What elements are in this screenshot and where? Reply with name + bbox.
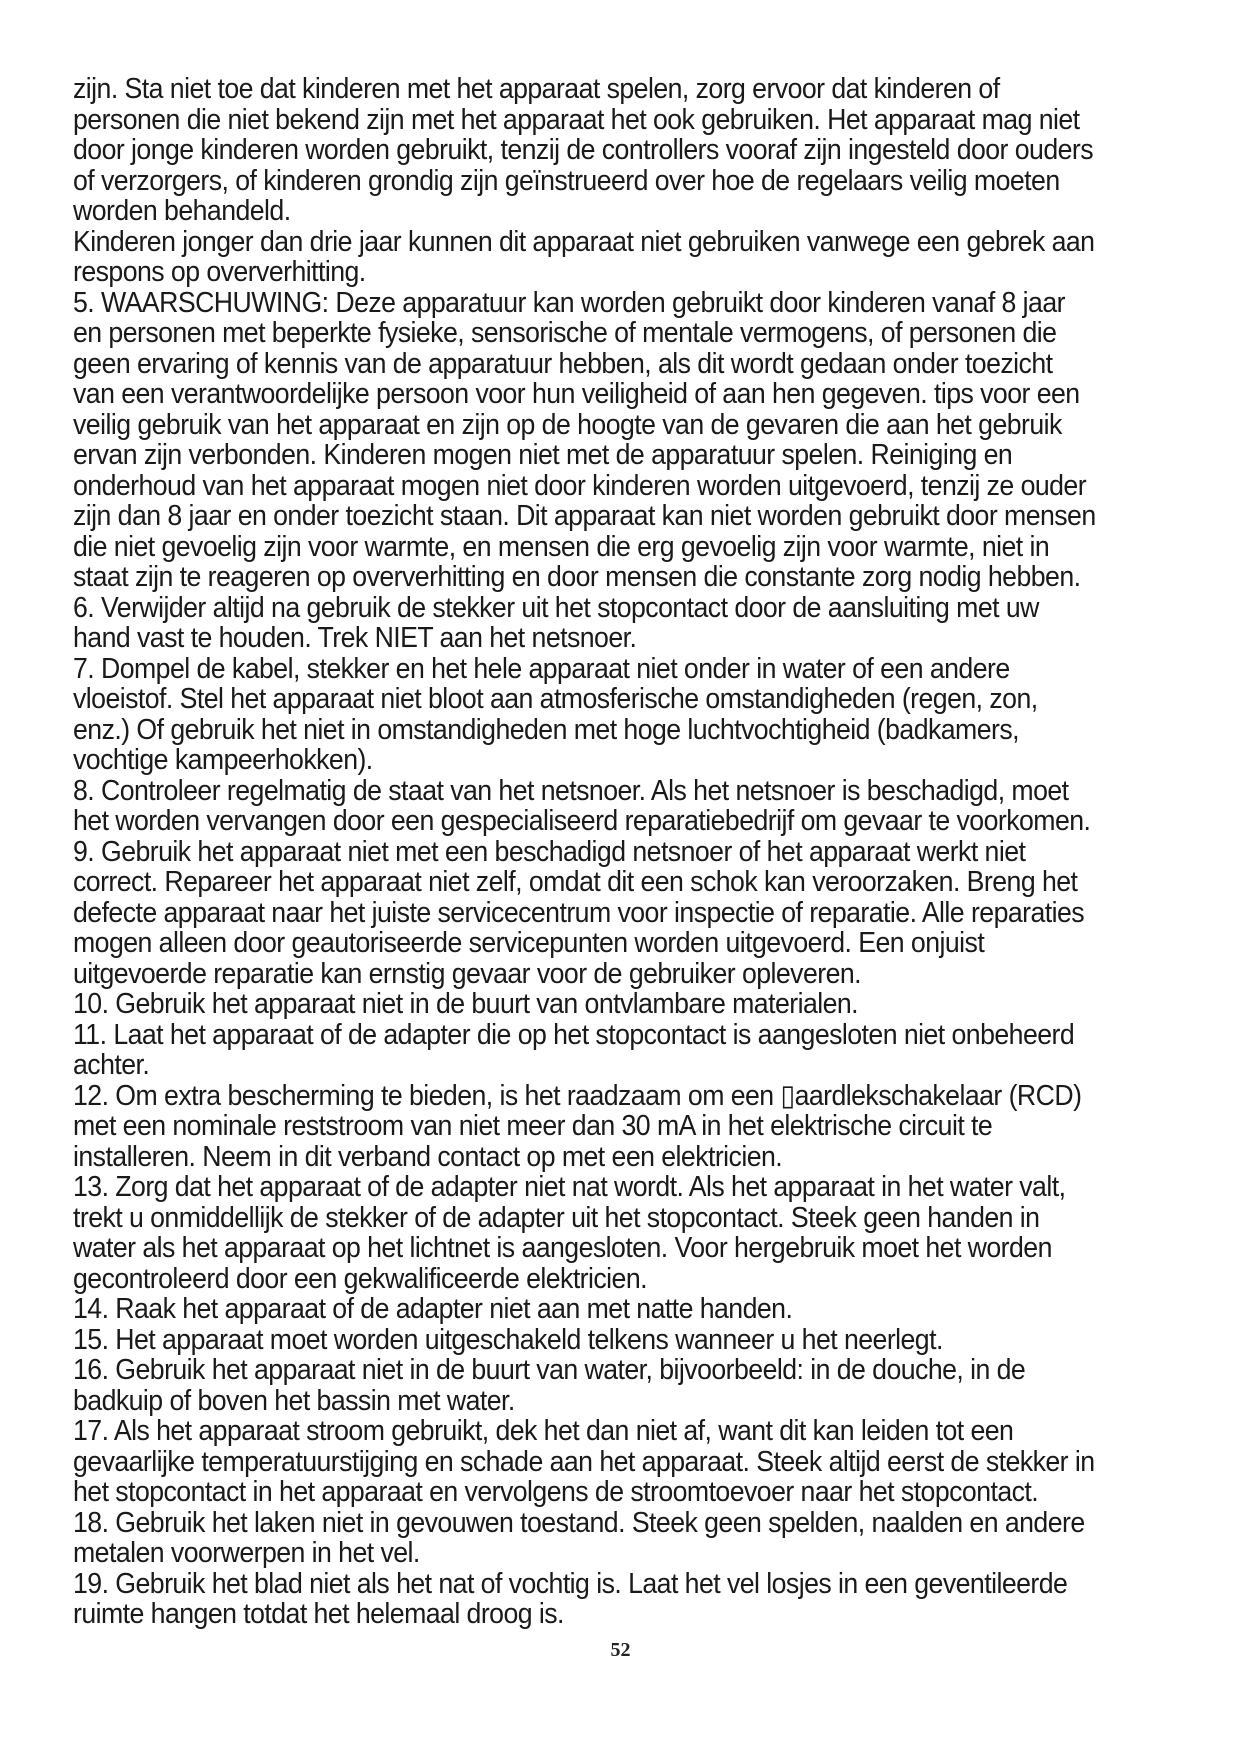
paragraph-item-9: 9. Gebruik het apparaat niet met een beschadigd netsnoer of het apparaat werkt niet correct. Repareer het apparaat niet zelf, omdat dit een schok kan veroorzaken. Breng het defecte apparaat naar het juiste servicecentrum voor inspectie of reparatie. Alle reparaties mogen alleen door geautoriseerde servicepunten worden uitgevoerd. Een onjuist uitgevoerde reparatie kan ernstig gevaar voor de gebruiker opleveren. — [73, 835, 1085, 990]
paragraph-item-14: 14. Raak het apparaat of de adapter niet aan met natte handen. — [73, 1293, 793, 1325]
paragraph-item-7: 7. Dompel de kabel, stekker en het hele apparaat niet onder in water of een andere vloeistof. Stel het apparaat niet bloot aan atmosferische omstandigheden (regen, zon, enz.) Of gebruik het niet in omstandigheden met hoge luchtvochtigheid (badkamers, vochtige kampeerhokken). — [73, 652, 1038, 776]
paragraph-item-8: 8. Controleer regelmatig de staat van het netsnoer. Als het netsnoer is beschadigd, moet het worden vervangen door een gespecialiseerd reparatiebedrijf om gevaar te voorkomen. — [73, 774, 1091, 837]
paragraph-item-15: 15. Het apparaat moet worden uitgeschakeld telkens wanneer u het neerlegt. — [73, 1323, 943, 1356]
document-body — [73, 74, 1099, 1630]
paragraph-item-11: 11. Laat het apparaat of de adapter die op het stopcontact is aangesloten niet onbeheerd achter. — [73, 1018, 1075, 1081]
paragraph-intro-continuation: zijn. Sta niet toe dat kinderen met het apparaat spelen, zorg ervoor dat kinderen of personen die niet bekend zijn met het apparaat het ook gebruiken. Het apparaat mag niet door jonge kinderen worden gebruikt, tenzij de controllers vooraf zijn ingesteld door ouders of verzorgers, of kinderen grondig zijn geïnstrueerd over hoe de regelaars veilig moeten worden behandeld. — [73, 73, 1094, 227]
paragraph-item-12: 12. Om extra bescherming te bieden, is het raadzaam om een ▯aardlekschakelaar (RCD) met een nominale reststroom van niet meer dan 30 mA in het elektrische circuit te installeren. Neem in dit verband contact op met een elektricien. — [73, 1079, 1082, 1173]
paragraph-item-6: 6. Verwijder altijd na gebruik de stekker uit het stopcontact door de aansluiting met uw hand vast te houden. Trek NIET aan het netsnoer. — [73, 591, 1039, 654]
paragraph-children-under-three: Kinderen jonger dan drie jaar kunnen dit apparaat niet gebruiken vanwege een gebrek aan respons op oververhitting. — [73, 225, 1095, 288]
paragraph-item-13: 13. Zorg dat het apparaat of de adapter niet nat wordt. Als het apparaat in het water valt, trekt u onmiddellijk de stekker of de adapter uit het stopcontact. Steek geen handen in water als het apparaat op het lichtnet is aangesloten. Voor hergebruik moet het worden gecontroleerd door een gekwalificeerde elektricien. — [73, 1171, 1066, 1295]
paragraph-item-18: 18. Gebruik het laken niet in gevouwen toestand. Steek geen spelden, naalden en andere metalen voorwerpen in het vel. — [73, 1506, 1085, 1569]
page-number: 52 — [610, 1639, 631, 1661]
paragraph-item-10: 10. Gebruik het apparaat niet in de buurt van ontvlambare materialen. — [73, 988, 859, 1020]
paragraph-item-19: 19. Gebruik het blad niet als het nat of vochtig is. Laat het vel losjes in een geventileerde ruimte hangen totdat het helemaal droog is. — [73, 1567, 1068, 1630]
paragraph-item-16: 16. Gebruik het apparaat niet in de buurt van water, bijvoorbeeld: in de douche, in de badkuip of boven het bassin met water. — [73, 1354, 1026, 1417]
paragraph-item-17: 17. Als het apparaat stroom gebruikt, dek het dan niet af, want dit kan leiden tot een gevaarlijke temperatuurstijging en schade aan het apparaat. Steek altijd eerst de stekker in het stopcontact in het apparaat en vervolgens de stroomtoevoer naar het stopcontact. — [73, 1415, 1095, 1508]
paragraph-item-5-warning: 5. WAARSCHUWING: Deze apparatuur kan worden gebruikt door kinderen vanaf 8 jaar en personen met beperkte fysieke, sensorische of mentale vermogens, of personen die geen ervaring of kennis van de apparatuur hebben, als dit wordt gedaan onder toezicht van een verantwoordelijke persoon voor hun veiligheid of aan hen gegeven. tips voor een veilig gebruik van het apparaat en zijn op de hoogte van de gevaren die aan het gebruik ervan zijn verbonden. Kinderen mogen niet met de apparatuur spelen. Reiniging en onderhoud van het apparaat mogen niet door kinderen worden uitgevoerd, tenzij ze ouder zijn dan 8 jaar en onder toezicht staan. Dit apparaat kan niet worden gebruikt door mensen die niet gevoelig zijn voor warmte, en mensen die erg gevoelig zijn voor warmte, niet in staat zijn te reageren op oververhitting en door mensen die constante zorg nodig hebben. — [73, 286, 1096, 593]
